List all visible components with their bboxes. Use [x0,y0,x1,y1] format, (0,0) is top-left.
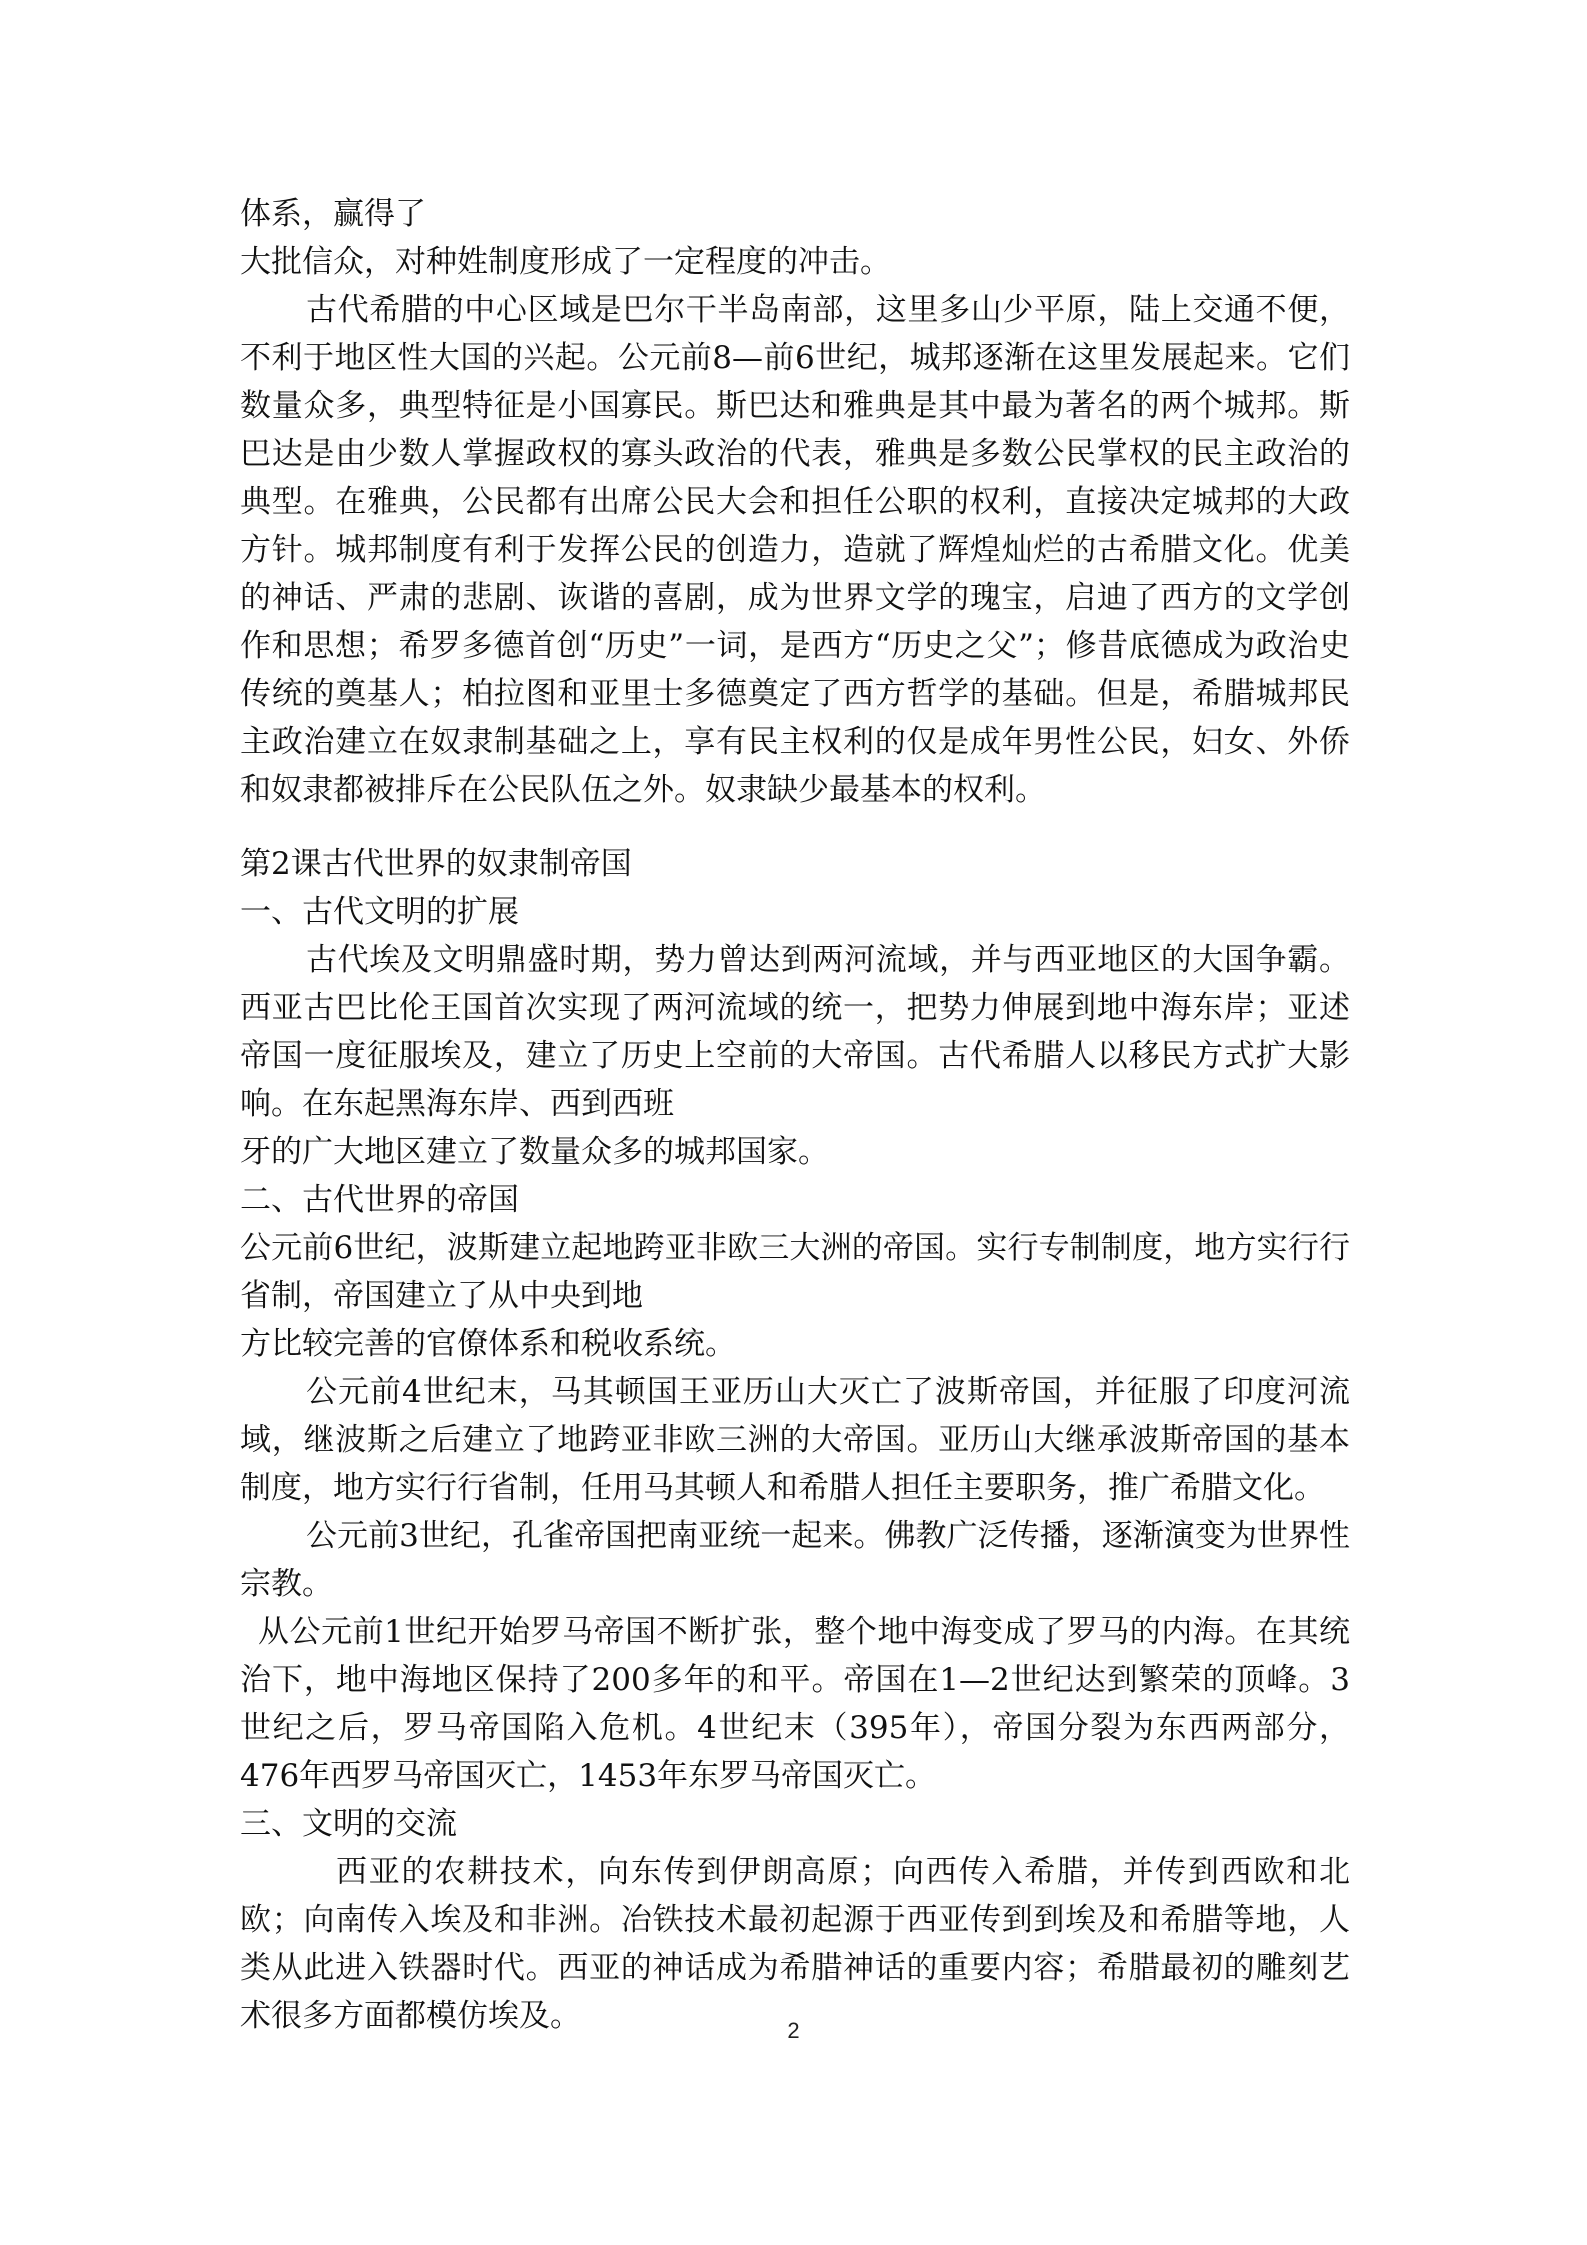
paragraph-maurya-empire: 公元前3世纪，孔雀帝国把南亚统一起来。佛教广泛传播，逐渐演变为世界性宗教。 [240,1518,1350,1602]
text-line: 牙的广大地区建立了数量众多的城邦国家。 [240,1134,829,1170]
page-number: 2 [787,2018,800,2043]
paragraph-alexander: 公元前4世纪末，马其顿国王亚历山大灭亡了波斯帝国，并征服了印度河流域，继波斯之后建立了地跨亚非欧三洲的大帝国。亚历山大继承波斯帝国的基本制度，地方实行行省制，任用马其顿人和希腊人担任主要职务，推广希腊文化。 [240,1374,1350,1506]
paragraph-cultural-exchange: 西亚的农耕技术，向东传到伊朗高原；向西传入希腊，并传到西欧和北欧；向南传入埃及和非洲。冶铁技术最初起源于西亚传到到埃及和希腊等地，人类从此进入铁器时代。西亚的神话成为希腊神话的重要内容；希腊最初的雕刻艺术很多方面都模仿埃及。 [240,1854,1350,2034]
document-body [240,190,1350,2040]
text-line: 体系，赢得了 [240,196,426,232]
text-line: 方比较完善的官僚体系和税收系统。 [240,1326,736,1362]
paragraph-persian-empire: 公元前6世纪，波斯建立起地跨亚非欧三大洲的帝国。实行专制制度，地方实行行省制，帝国建立了从中央到地 [240,1230,1350,1314]
lesson-title: 第2课古代世界的奴隶制帝国 [240,846,632,882]
paragraph-roman-empire: 从公元前1世纪开始罗马帝国不断扩张，整个地中海变成了罗马的内海。在其统治下，地中海地区保持了200多年的和平。帝国在1—2世纪达到繁荣的顶峰。3世纪之后，罗马帝国陷入危机。4世纪末（395年），帝国分裂为东西两部分，476年西罗马帝国灭亡，1453年东罗马帝国灭亡。 [240,1614,1350,1794]
section-heading: 三、文明的交流 [240,1806,457,1842]
paragraph-civilization-expansion: 古代埃及文明鼎盛时期，势力曾达到两河流域，并与西亚地区的大国争霸。西亚古巴比伦王国首次实现了两河流域的统一，把势力伸展到地中海东岸；亚述帝国一度征服埃及，建立了历史上空前的大帝国。古代希腊人以移民方式扩大影响。在东起黑海东岸、西到西班 [240,942,1350,1122]
paragraph-ancient-greece: 古代希腊的中心区域是巴尔干半岛南部，这里多山少平原，陆上交通不便，不利于地区性大国的兴起。公元前8—前6世纪，城邦逐渐在这里发展起来。它们数量众多，典型特征是小国寡民。斯巴达和雅典是其中最为著名的两个城邦。斯巴达是由少数人掌握政权的寡头政治的代表，雅典是多数公民掌权的民主政治的典型。在雅典，公民都有出席公民大会和担任公职的权利，直接决定城邦的大政方针。城邦制度有利于发挥公民的创造力，造就了辉煌灿烂的古希腊文化。优美的神话、严肃的悲剧、诙谐的喜剧，成为世界文学的瑰宝，启迪了西方的文学创作和思想；希罗多德首创“历史”一词，是西方“历史之父”；修昔底德成为政治史传统的奠基人；柏拉图和亚里士多德奠定了西方哲学的基础。但是，希腊城邦民主政治建立在奴隶制基础之上，享有民主权利的仅是成年男性公民，妇女、外侨和奴隶都被排斥在公民队伍之外。奴隶缺少最基本的权利。 [240,292,1350,808]
text-line: 大批信众，对种姓制度形成了一定程度的冲击。 [240,244,891,280]
section-heading: 二、古代世界的帝国 [240,1182,519,1218]
section-heading: 一、古代文明的扩展 [240,894,519,930]
